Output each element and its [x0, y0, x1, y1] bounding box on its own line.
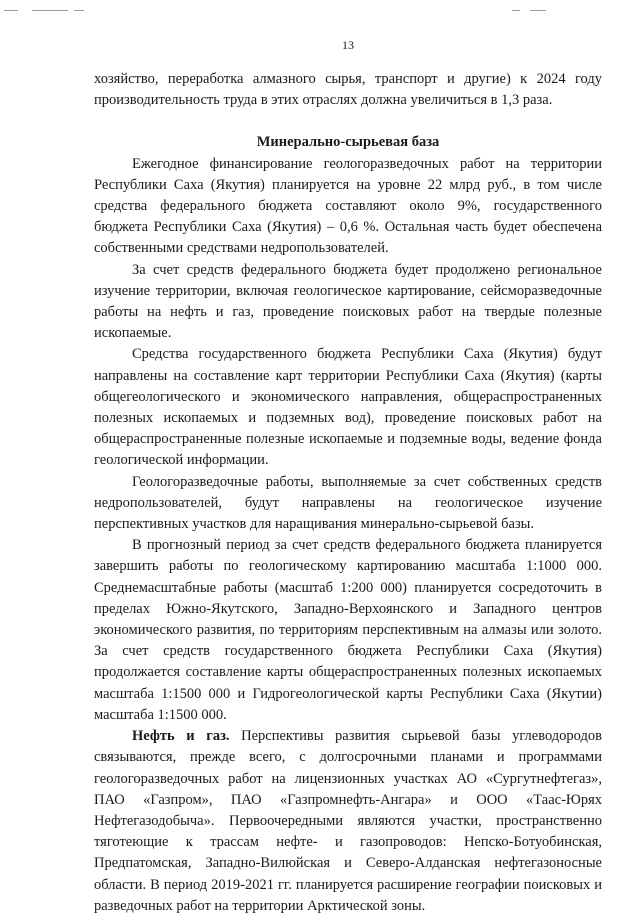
- page-number: 13: [342, 38, 354, 52]
- section-title: Минерально-сырьевая база: [256, 134, 440, 151]
- paragraph: Средства государственного бюджета Республики Саха (Якутия) будут направлены на составление карт территории Республики Саха (Якутия) (карты общегеологического и экономического направления, общераспространенных полезных ископаемых и подземных вод), проведение поисковых работ на общераспространенные полезные ископаемые и подземные воды, ведение фонда геологической информации.: [94, 346, 602, 469]
- scan-mark: [32, 10, 68, 11]
- document-page: [94, 30, 602, 917]
- scan-mark: [512, 10, 520, 11]
- scan-edge-marks: [0, 10, 640, 16]
- paragraph: Ежегодное финансирование геологоразведочных работ на территории Республики Саха (Якутия) планируется на уровне 22 млрд руб., в том числе средства федерального бюджета составляют около 9%, государственного бюджета Республики Саха (Якутия) – 0,6 %. Остальная часть будет обеспечена собственными средствами недропользователей.: [94, 155, 602, 257]
- scan-mark: [74, 10, 84, 11]
- scan-mark: [530, 10, 546, 11]
- paragraph: Геологоразведочные работы, выполняемые за счет собственных средств недропользователей, будут направлены на геологическое изучение перспективных участков для наращивания минерально-сырьевой базы.: [94, 473, 602, 533]
- oil-gas-paragraph: [94, 726, 602, 917]
- oil-gas-heading: Нефть и газ.: [132, 728, 230, 745]
- paragraph: За счет средств федерального бюджета будет продолжено региональное изучение территории, включая геологическое картирование, сейсморазведочные работы на нефть и газ, проведение поисковых работ на твердые полезные ископаемые.: [94, 261, 602, 342]
- scan-mark: [4, 10, 18, 11]
- paragraph: В прогнозный период за счет средств федерального бюджета планируется завершить работы по геологическому картированию масштаба 1:1000 000. Среднемасштабные работы (масштаб 1:200 000) планируется сосредоточить в пределах Южно-Якутского, Западно-Верхоянского и Западного центров экономического развития, по территориям перспективным на алмазы или золото. За счет средств государственного бюджета Республики Саха (Якутия) продолжается составление карты общераспространенных полезных ископаемых масштаба 1:1500 000 и Гидрогеологической карты Республики Саха (Якутии) масштаба 1:1500 000.: [94, 537, 602, 723]
- continuation-paragraph: хозяйство, переработка алмазного сырья, транспорт и другие) к 2024 году производительность труда в этих отраслях должна увеличиться в 1,3 раза.: [94, 71, 602, 109]
- oil-gas-text: Перспективы развития сырьевой базы углеводородов связываются, прежде всего, с долгосрочными планами и программами геологоразведочных работ на лицензионных участках АО «Сургутнефтегаз», ПАО «Газпром», ПАО «Газпромнефть-Ангара» и ООО «Таас-Юрях Нефтегазодобыча». Первоочередными являются участки, пространственно тяготеющие к трассам нефте- и газопроводов: Непско-Ботуобинская, Предпатомская, Западно-Вилюйская и Северо-Алданская нефтегазоносные области. В период 2019-2021 гг. планируется расширение географии поисковых и разведочных работ на территории Арктической зоны.: [94, 728, 602, 914]
